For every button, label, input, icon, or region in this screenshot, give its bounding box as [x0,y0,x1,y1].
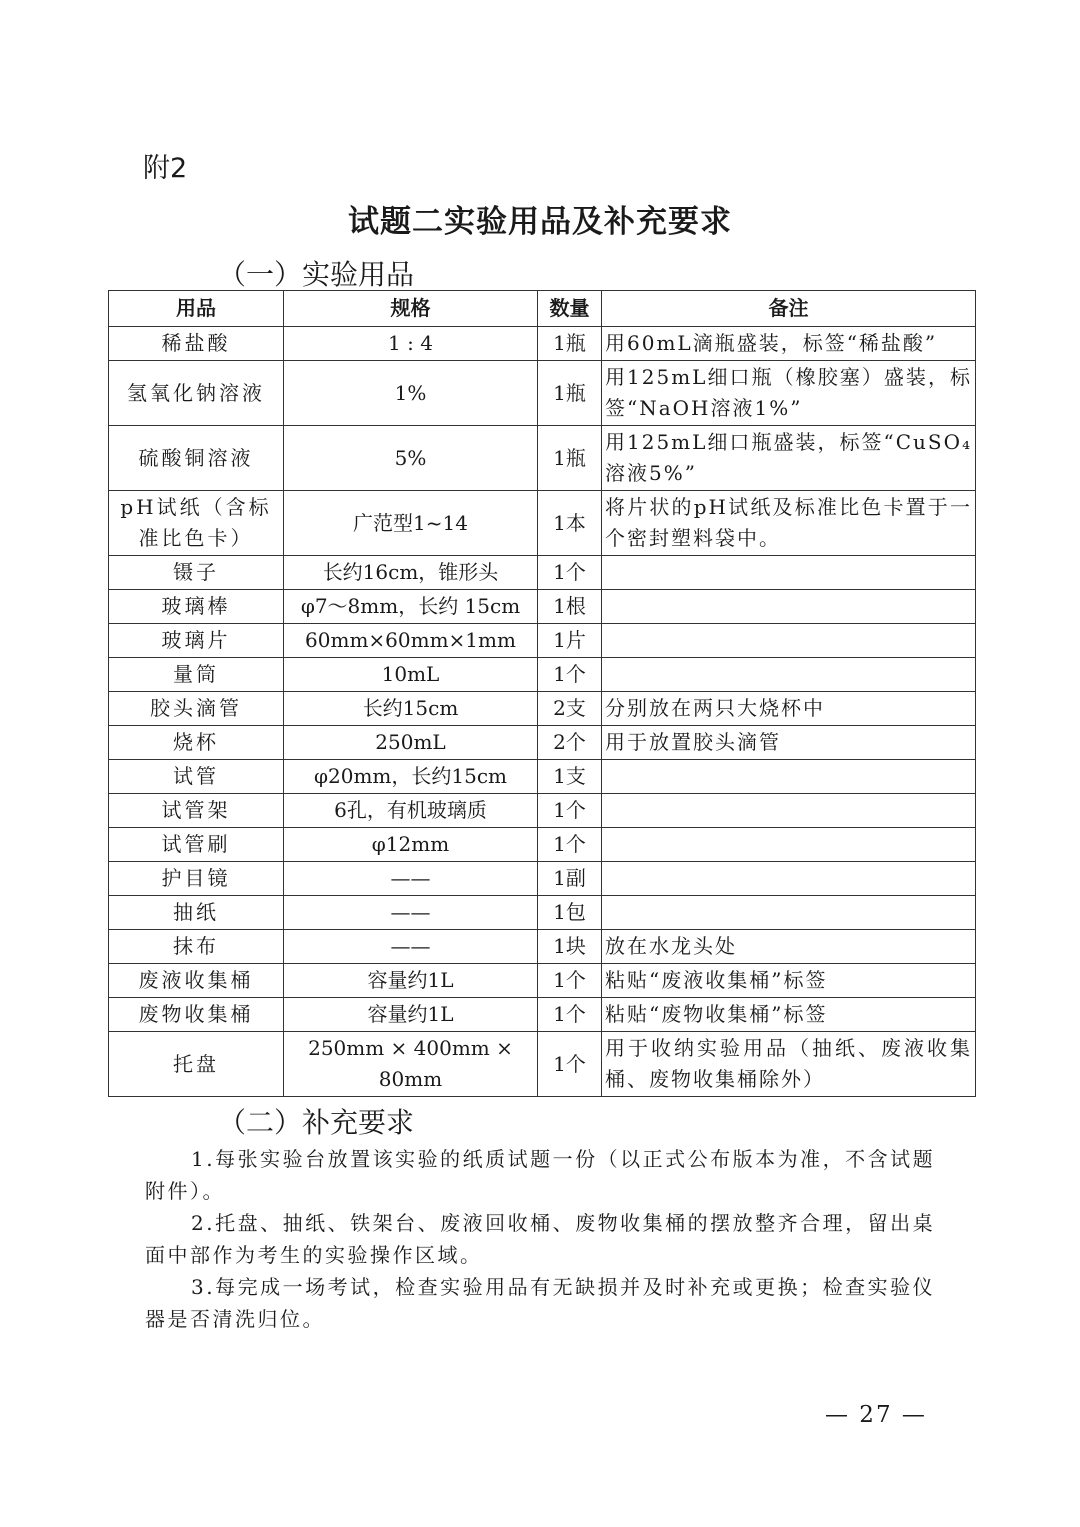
cell-spec: 长约15cm [284,692,538,726]
page-title: 试题二实验用品及补充要求 [348,204,732,240]
cell-spec: 60mm×60mm×1mm [284,624,538,658]
header-spec: 规格 [284,291,538,327]
table-row [109,828,976,862]
cell-item: 胶头滴管 [109,692,284,726]
table-row [109,726,976,760]
cell-remarks: 放在水龙头处 [602,930,976,964]
cell-item: 硫酸铜溶液 [109,426,284,491]
cell-remarks: 用于放置胶头滴管 [602,726,976,760]
cell-item: 氢氧化钠溶液 [109,361,284,426]
cell-item: 试管架 [109,794,284,828]
cell-spec: 1 : 4 [284,327,538,361]
cell-item: 废物收集桶 [109,998,284,1032]
cell-item: 抽纸 [109,896,284,930]
cell-remarks: 粘贴“废液收集桶”标签 [602,964,976,998]
cell-remarks [602,828,976,862]
cell-quantity: 1瓶 [538,426,602,491]
cell-item: pH试纸（含标准比色卡） [109,491,284,556]
section-heading-requirements: （二）补充要求 [218,1106,415,1139]
cell-quantity: 1块 [538,930,602,964]
cell-item: 抹布 [109,930,284,964]
requirement-item: 2.托盘、抽纸、铁架台、废液回收桶、废物收集桶的摆放整齐合理，留出桌面中部作为考生的实验操作区域。 [145,1211,936,1267]
annex-label: 附2 [143,153,188,184]
table-row [109,760,976,794]
table-row [109,491,976,556]
cell-remarks [602,896,976,930]
cell-spec: 1% [284,361,538,426]
cell-quantity: 1个 [538,964,602,998]
table-row [109,930,976,964]
cell-remarks [602,794,976,828]
cell-remarks: 粘贴“废物收集桶”标签 [602,998,976,1032]
cell-spec: 250mL [284,726,538,760]
cell-quantity: 1副 [538,862,602,896]
cell-quantity: 1根 [538,590,602,624]
cell-remarks: 将片状的pH试纸及标准比色卡置于一个密封塑料袋中。 [602,491,976,556]
cell-spec: —— [284,930,538,964]
cell-spec: φ12mm [284,828,538,862]
cell-quantity: 1包 [538,896,602,930]
requirement-item: 1.每张实验台放置该实验的纸质试题一份（以正式公布版本为准，不含试题附件）。 [145,1147,936,1203]
cell-spec: φ20mm，长约15cm [284,760,538,794]
cell-remarks: 分别放在两只大烧杯中 [602,692,976,726]
table-header-row [109,291,976,327]
table-row [109,658,976,692]
cell-item: 试管刷 [109,828,284,862]
cell-item: 烧杯 [109,726,284,760]
cell-remarks [602,624,976,658]
materials-table [108,290,976,1097]
cell-quantity: 1瓶 [538,361,602,426]
cell-spec: —— [284,862,538,896]
cell-remarks: 用125mL细口瓶盛装，标签“CuSO₄溶液5%” [602,426,976,491]
table-row [109,998,976,1032]
cell-spec: —— [284,896,538,930]
cell-item: 玻璃棒 [109,590,284,624]
cell-item: 托盘 [109,1032,284,1097]
table-row [109,794,976,828]
cell-item: 镊子 [109,556,284,590]
cell-quantity: 1个 [538,658,602,692]
cell-quantity: 1个 [538,1032,602,1097]
cell-item: 护目镜 [109,862,284,896]
cell-item: 废液收集桶 [109,964,284,998]
cell-quantity: 1个 [538,828,602,862]
cell-quantity: 1本 [538,491,602,556]
cell-remarks: 用于收纳实验用品（抽纸、废液收集桶、废物收集桶除外） [602,1032,976,1097]
cell-quantity: 1个 [538,794,602,828]
cell-remarks [602,862,976,896]
header-remarks: 备注 [602,291,976,327]
cell-spec: 250mm × 400mm × 80mm [284,1032,538,1097]
table-row [109,624,976,658]
cell-quantity: 1个 [538,998,602,1032]
cell-spec: 长约16cm，锥形头 [284,556,538,590]
cell-spec: 6孔，有机玻璃质 [284,794,538,828]
page-number: — 27 — [825,1402,927,1428]
table-row [109,964,976,998]
cell-quantity: 2支 [538,692,602,726]
cell-quantity: 1瓶 [538,327,602,361]
header-quantity: 数量 [538,291,602,327]
cell-spec: 容量约1L [284,998,538,1032]
cell-remarks: 用60mL滴瓶盛装，标签“稀盐酸” [602,327,976,361]
table-row [109,692,976,726]
table-row [109,361,976,426]
table-row [109,590,976,624]
table-row [109,426,976,491]
table-row [109,862,976,896]
cell-item: 试管 [109,760,284,794]
cell-quantity: 2个 [538,726,602,760]
cell-remarks [602,590,976,624]
header-item: 用品 [109,291,284,327]
cell-remarks [602,760,976,794]
cell-spec: 10mL [284,658,538,692]
table-row [109,327,976,361]
cell-spec: 广范型1~14 [284,491,538,556]
cell-item: 量筒 [109,658,284,692]
cell-remarks [602,556,976,590]
cell-remarks [602,658,976,692]
table-row [109,1032,976,1097]
section-heading-materials: （一）实验用品 [218,258,415,291]
cell-quantity: 1支 [538,760,602,794]
cell-spec: 5% [284,426,538,491]
cell-quantity: 1片 [538,624,602,658]
requirement-item: 3.每完成一场考试，检查实验用品有无缺损并及时补充或更换；检查实验仪器是否清洗归位。 [145,1275,936,1331]
cell-spec: 容量约1L [284,964,538,998]
cell-quantity: 1个 [538,556,602,590]
cell-spec: φ7～8mm，长约 15cm [284,590,538,624]
cell-item: 玻璃片 [109,624,284,658]
table-row [109,896,976,930]
cell-item: 稀盐酸 [109,327,284,361]
cell-remarks: 用125mL细口瓶（橡胶塞）盛装，标签“NaOH溶液1%” [602,361,976,426]
table-row [109,556,976,590]
